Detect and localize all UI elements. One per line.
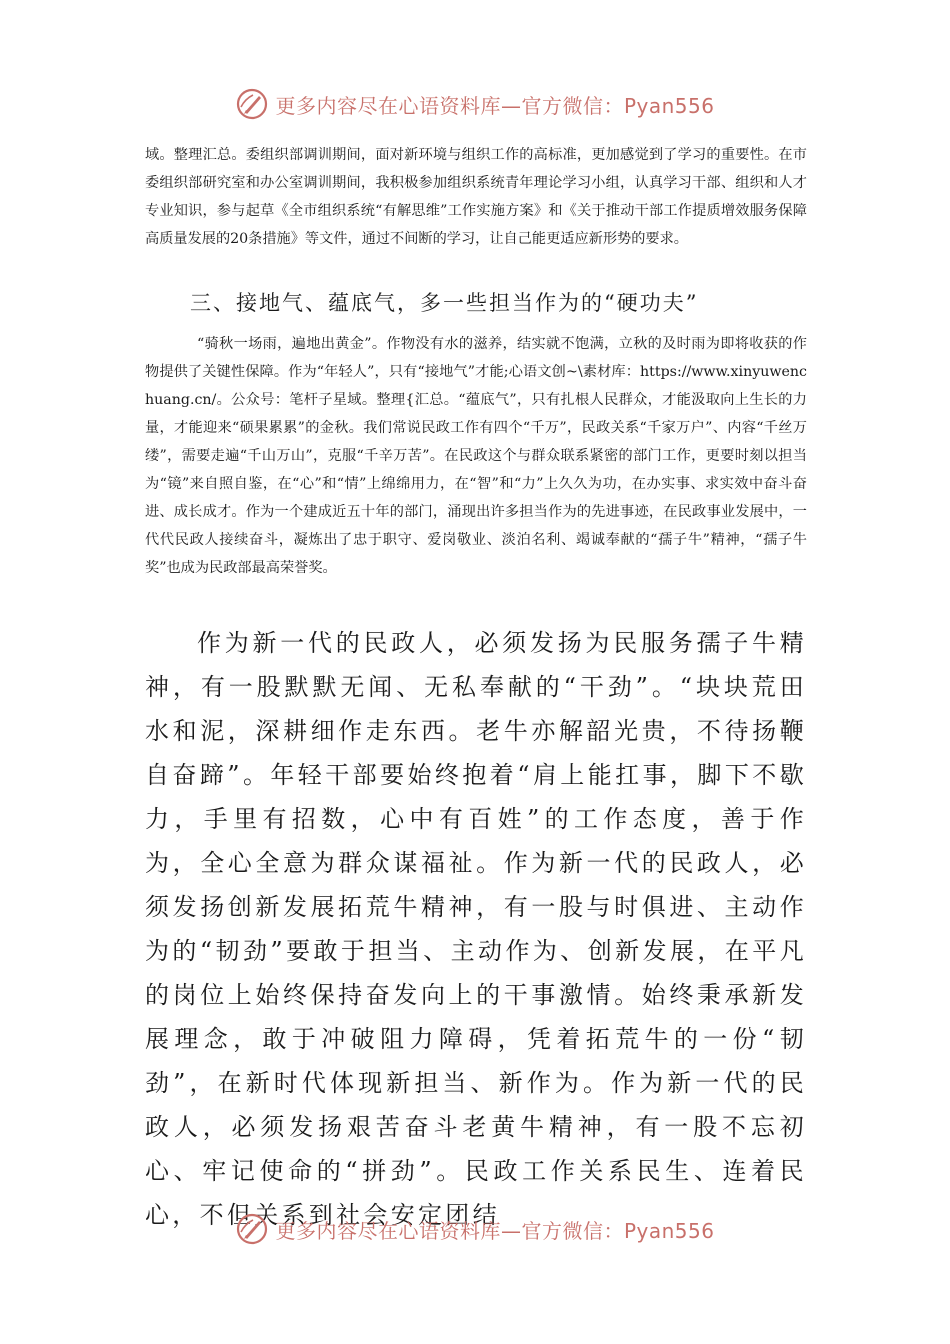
section-heading: 三、接地气、蕴底气，多一些担当作为的“硬功夫” xyxy=(190,291,699,315)
body-paragraph-2: “骑秋一场雨，遍地出黄金”。作物没有水的滋养，结实就不饱满，立秋的及时雨为即将收获的作物提供了关键性保障。作为“年轻人”，只有“接地气”才能;心语文创~\素材库：https://www.xinyuwenchuang.cn/。公众号：笔杆子星域。整理{汇总。“蕴底气”，只有扎根人民群众，才能汲取向上生长的力量，才能迎来“硕果累累”的金秋。我们常说民政工作有四个“千万”，民政关系“千家万户”、内容“千丝万缕”，需要走遍“千山万山”，克服“千辛万苦”。在民政这个与群众联系紧密的部门工作，更要时刻以担当为“镜”来自照自鉴，在“心”和“情”上绵绵用力，在“智”和“力”上久久为功，在办实事、求实效中奋斗奋进、成长成才。作为一个建成近五十年的部门，涌现出许多担当作为的先进事迹，在民政事业发展中，一代代民政人接续奋斗，凝炼出了忠于职守、爱岗敬业、淡泊名利、竭诚奉献的“孺子牛”精神，“孺子牛奖”也成为民政部最高荣誉奖。 xyxy=(145,336,807,576)
watermark-text: 更多内容尽在心语资料库—官方微信：Pyan556 xyxy=(275,93,715,118)
watermark-text: 更多内容尽在心语资料库—官方微信：Pyan556 xyxy=(275,1218,715,1243)
footer-watermark xyxy=(0,1209,950,1249)
body-paragraph-1: 域。整理汇总。委组织部调训期间，面对新环境与组织工作的高标准，更加感觉到了学习的重要性。在市委组织部研究室和办公室调训期间，我积极参加组织系统青年理论学习小组，认真学习干部、组织和人才专业知识，参与起草《全市组织系统“有解思维”工作实施方案》和《关于推动干部工作提质增效服务保障高质量发展的20条措施》等文件，通过不间断的学习，让自己能更适应新形势的要求。 xyxy=(145,147,807,247)
pen-logo-icon xyxy=(235,1212,269,1246)
pen-logo-icon xyxy=(235,87,269,121)
header-watermark xyxy=(0,84,950,124)
body-paragraph-3: 作为新一代的民政人，必须发扬为民服务孺子牛精神，有一股默默无闻、无私奉献的“干劲”。“块块荒田水和泥，深耕细作走东西。老牛亦解韶光贵，不待扬鞭自奋蹄”。年轻干部要始终抱着“肩上能扛事，脚下不歇力，手里有招数，心中有百姓”的工作态度，善于作为，全心全意为群众谋福祉。作为新一代的民政人，必须发扬创新发展拓荒牛精神，有一股与时俱进、主动作为的“韧劲”要敢于担当、主动作为、创新发展，在平凡的岗位上始终保持奋发向上的干事激情。始终秉承新发展理念，敢于冲破阻力障碍，凭着拓荒牛的一份“韧劲”，在新时代体现新担当、新作为。作为新一代的民政人，必须发扬艰苦奋斗老黄牛精神，有一股不忘初心、牢记使命的“拼劲”。民政工作关系民生、连着民心，不但关系到社会安定团结 xyxy=(145,629,807,1229)
